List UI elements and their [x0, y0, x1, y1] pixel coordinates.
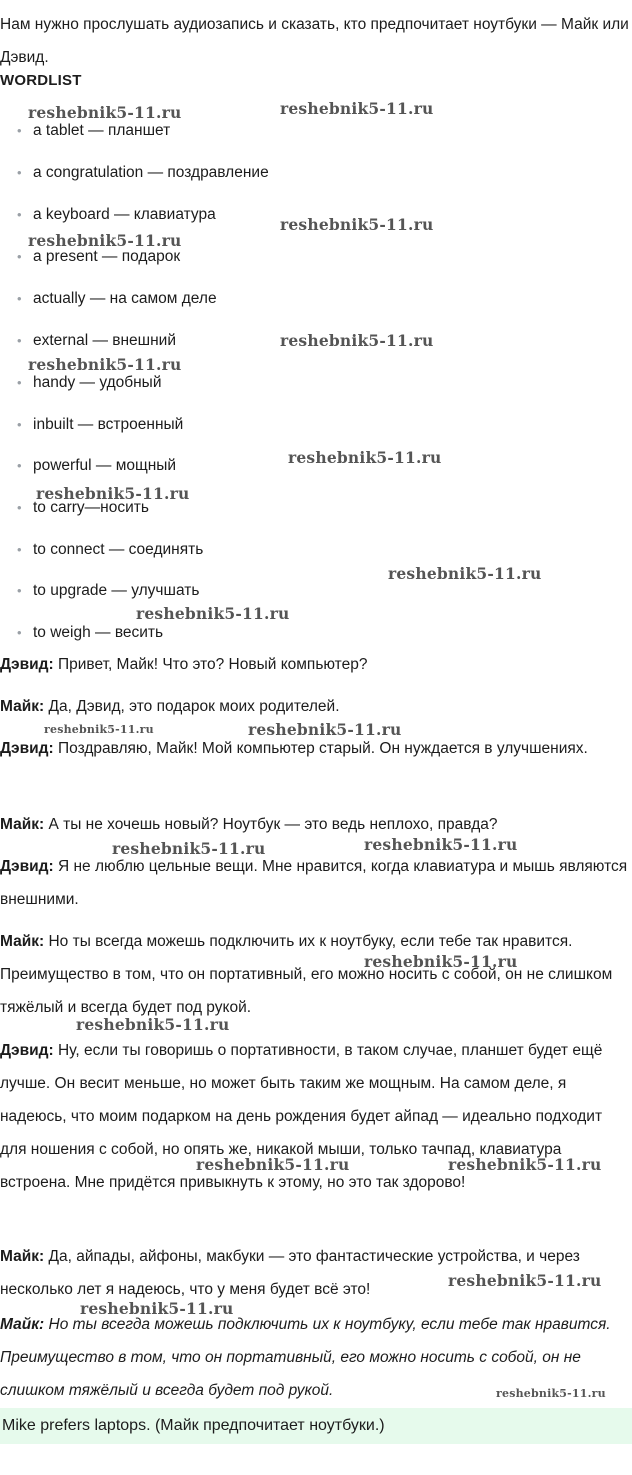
bullet-icon: •	[17, 123, 22, 138]
watermark: reshebnik5-11.ru	[388, 564, 542, 583]
watermark: reshebnik5-11.ru	[44, 723, 154, 736]
dialogue-text: А ты не хочешь новый? Ноутбук — это ведь неплохо, правда?	[44, 816, 498, 833]
wordlist-item: • external — внешний	[17, 332, 176, 349]
watermark: reshebnik5-11.ru	[280, 99, 434, 118]
watermark: reshebnik5-11.ru	[448, 1155, 602, 1174]
dialogue-line	[0, 925, 632, 1024]
bullet-icon: •	[17, 542, 22, 557]
watermark: reshebnik5-11.ru	[288, 448, 442, 467]
dialogue-text: Но ты всегда можешь подключить их к ноутбуку, если тебе так нравится. Преимущество в том, что он портативный, его можно носить с собой, он не слишком тяжёлый и всегда будет под рукой.	[0, 933, 613, 1016]
dialogue-text: Да, Дэвид, это подарок моих родителей.	[44, 698, 340, 715]
wordlist-item: • a congratulation — поздравление	[17, 164, 269, 181]
bullet-icon: •	[17, 417, 22, 432]
bullet-icon: •	[17, 207, 22, 222]
watermark: reshebnik5-11.ru	[28, 103, 182, 122]
dialogue-text: Поздравляю, Майк! Мой компьютер старый. Он нуждается в улучшениях.	[53, 740, 588, 757]
watermark: reshebnik5-11.ru	[136, 604, 290, 623]
bullet-icon: •	[17, 291, 22, 306]
watermark: reshebnik5-11.ru	[28, 355, 182, 374]
wordlist-heading: WORDLIST	[0, 72, 82, 89]
bullet-icon: •	[17, 333, 22, 348]
wordlist-item: • handy — удобный	[17, 374, 162, 391]
intro-text: Нам нужно прослушать аудиозапись и сказать, кто предпочитает ноутбуки — Майк или Дэвид.	[0, 16, 629, 66]
speaker-name: Дэвид:	[0, 1042, 54, 1059]
watermark: reshebnik5-11.ru	[364, 835, 518, 854]
speaker-name: Дэвид:	[0, 656, 54, 673]
answer-box: Mike prefers laptops. (Майк предпочитает ноутбуки.)	[0, 1408, 632, 1444]
watermark: reshebnik5-11.ru	[36, 484, 190, 503]
watermark: reshebnik5-11.ru	[496, 1387, 606, 1400]
wordlist-item: • a tablet — планшет	[17, 122, 171, 139]
wordlist-item: • a present — подарок	[17, 248, 181, 265]
wordlist-item: • inbuilt — встроенный	[17, 416, 184, 433]
bullet-icon: •	[17, 458, 22, 473]
watermark: reshebnik5-11.ru	[248, 720, 402, 739]
bullet-icon: •	[17, 500, 22, 515]
watermark: reshebnik5-11.ru	[364, 952, 518, 971]
watermark: reshebnik5-11.ru	[80, 1299, 234, 1318]
speaker-name: Майк:	[0, 816, 45, 833]
dialogue-text: Да, айпады, айфоны, макбуки — это фантастические устройства, и через несколько лет я надеюсь, что у меня будет всё это!	[0, 1248, 580, 1298]
bullet-icon: •	[17, 625, 22, 640]
dialogue-line	[0, 808, 632, 841]
dialogue-line	[0, 690, 632, 723]
bullet-icon: •	[17, 375, 22, 390]
dialogue-line	[0, 648, 632, 681]
speaker-name: Майк:	[0, 933, 45, 950]
speaker-name: Майк:	[0, 698, 45, 715]
wordlist-item: • to connect — соединять	[17, 541, 204, 558]
watermark: reshebnik5-11.ru	[196, 1155, 350, 1174]
dialogue-line	[0, 1034, 632, 1199]
bullet-icon: •	[17, 249, 22, 264]
wordlist-item: • powerful — мощный	[17, 457, 177, 474]
dialogue-line	[0, 850, 632, 916]
speaker-name: Майк:	[0, 1316, 45, 1333]
wordlist-item: • to upgrade — улучшать	[17, 582, 200, 599]
watermark: reshebnik5-11.ru	[112, 839, 266, 858]
wordlist-item: • a keyboard — клавиатура	[17, 206, 216, 223]
speaker-name: Майк:	[0, 1248, 45, 1265]
dialogue-text: Но ты всегда можешь подключить их к ноутбуку, если тебе так нравится. Преимущество в том, что он портативный, его можно носить с собой, он не слишком тяжёлый и всегда будет под рукой.	[0, 1316, 611, 1399]
dialogue-text: Ну, если ты говоришь о портативности, в таком случае, планшет будет ещё лучше. Он весит меньше, но может быть таким же мощным. На самом деле, я надеюсь, что моим подарком на день рождения будет айпад — идеально подходит для ношения с собой, но опять же, никакой мыши, только тачпад, клавиатура встроена. Мне придётся привыкнуть к этому, но это так здорово!	[0, 1042, 603, 1191]
wordlist-item: • to weigh — весить	[17, 624, 164, 641]
watermark: reshebnik5-11.ru	[280, 331, 434, 350]
speaker-name: Дэвид:	[0, 740, 54, 757]
watermark: reshebnik5-11.ru	[280, 215, 434, 234]
bullet-icon: •	[17, 583, 22, 598]
watermark: reshebnik5-11.ru	[448, 1271, 602, 1290]
watermark: reshebnik5-11.ru	[28, 231, 182, 250]
watermark: reshebnik5-11.ru	[76, 1015, 230, 1034]
dialogue-text: Я не люблю цельные вещи. Мне нравится, когда клавиатура и мышь являются внешними.	[0, 858, 628, 908]
dialogue-text: Привет, Майк! Что это? Новый компьютер?	[53, 656, 368, 673]
bullet-icon: •	[17, 165, 22, 180]
wordlist-item: • to carry—носить	[17, 499, 149, 516]
speaker-name: Дэвид:	[0, 858, 54, 875]
wordlist-item: • actually — на самом деле	[17, 290, 217, 307]
